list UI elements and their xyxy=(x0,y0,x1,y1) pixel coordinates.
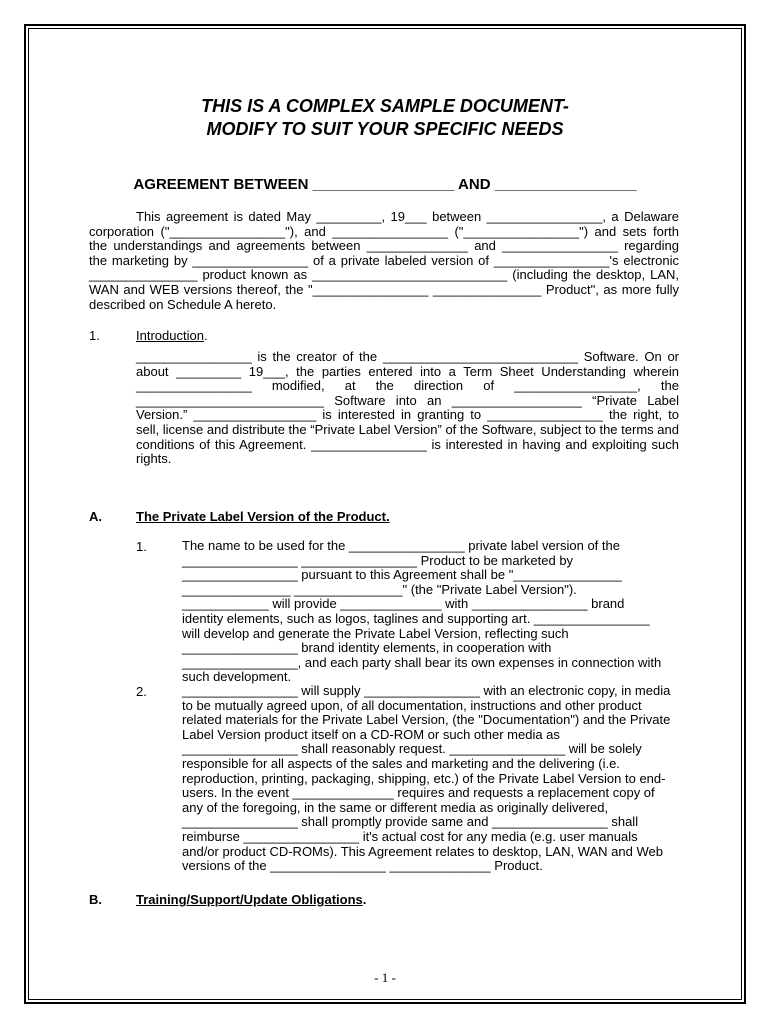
section-1-heading-text: Introduction xyxy=(136,328,204,343)
section-1-number: 1. xyxy=(89,328,100,343)
section-1-heading xyxy=(136,328,208,343)
section-1-heading-suffix: . xyxy=(203,328,208,343)
section-a-item-1-text: The name to be used for the ________________ private label version of the ________________ ________________ Product to be marketed by ________________ pursuant to this Agreement shall be "_______________ _______________ _______________" (the "Private Label Version"). ____________ will provide ______________ with ________________ brand identity elements, such as logos, taglines and supporting art. ________________ will develop and generate the Private Label Version, reflecting such ________________ brand identity elements, in cooperation with ________________, and each party shall bear its own expenses in connection with such development. xyxy=(182,538,662,685)
section-b-heading-text: Training/Support/Update Obligations xyxy=(136,892,363,907)
agreement-heading: AGREEMENT BETWEEN _________________ AND _________________ xyxy=(133,176,637,193)
section-b-label: B. xyxy=(89,892,102,907)
section-a-item-2-number: 2. xyxy=(136,684,147,699)
section-b-heading xyxy=(136,892,366,907)
section-a-item-1-number: 1. xyxy=(136,539,147,554)
document-title-line-2: MODIFY TO SUIT YOUR SPECIFIC NEEDS xyxy=(206,119,564,139)
section-1-body: ________________ is the creator of the ___________________________ Software. On or about _________ 19___, the parties entered into a Term Sheet Understanding wherein ________________ modified, at the direction of _________________, the __________________________ Software into an __________________ “Private Label Version.” _________________ is interested in granting to ________________ the right, to sell, license and distribute the “Private Label Version” of the Software, subject to the terms and conditions of this Agreement. ________________ is interested in having and exploiting such rights. xyxy=(136,349,679,467)
document-title-line-1: THIS IS A COMPLEX SAMPLE DOCUMENT- xyxy=(201,96,569,116)
section-a-item-2-text: ________________ will supply ________________ with an electronic copy, in media to be mutually agreed upon, of all documentation, instructions and other product related materials for the Private Label Version, (the "Documentation") and the Private Label Version product itself on a CD-ROM or such other media as ________________ shall reasonably request. ________________ will be solely responsible for all aspects of the sales and marketing and the delivering (i.e. reproduction, printing, packaging, shipping, etc.) of the Private Label Version to end-users. In the event ______________ requires and requests a replacement copy of any of the foregoing, in the same or different media as originally delivered, ________________ shall promptly provide same and ________________ shall reimburse ________________ it's actual cost for any media (e.g. user manuals and/or product CD-ROMs). This Agreement relates to desktop, LAN, WAN and Web versions of the ________________ ______________ Product. xyxy=(182,683,671,874)
intro-paragraph: This agreement is dated May _________, 19___ between ________________, a Delaware corporation ("________________"), and ________________ ("________________") and sets forth the understandings and agreements between ______________ and ________________ regarding the marketing by ________________ of a private labeled version of ________________'s electronic _______________ product known as ___________________________ (including the desktop, LAN, WAN and WEB versions thereof, the "________________ _______________ Product", as more fully described on Schedule A hereto. xyxy=(89,209,679,312)
page-number: - 1 - xyxy=(374,970,396,985)
section-b-heading-suffix: . xyxy=(362,892,367,907)
section-a-heading: The Private Label Version of the Product. xyxy=(136,509,390,524)
section-a-label: A. xyxy=(89,509,102,524)
